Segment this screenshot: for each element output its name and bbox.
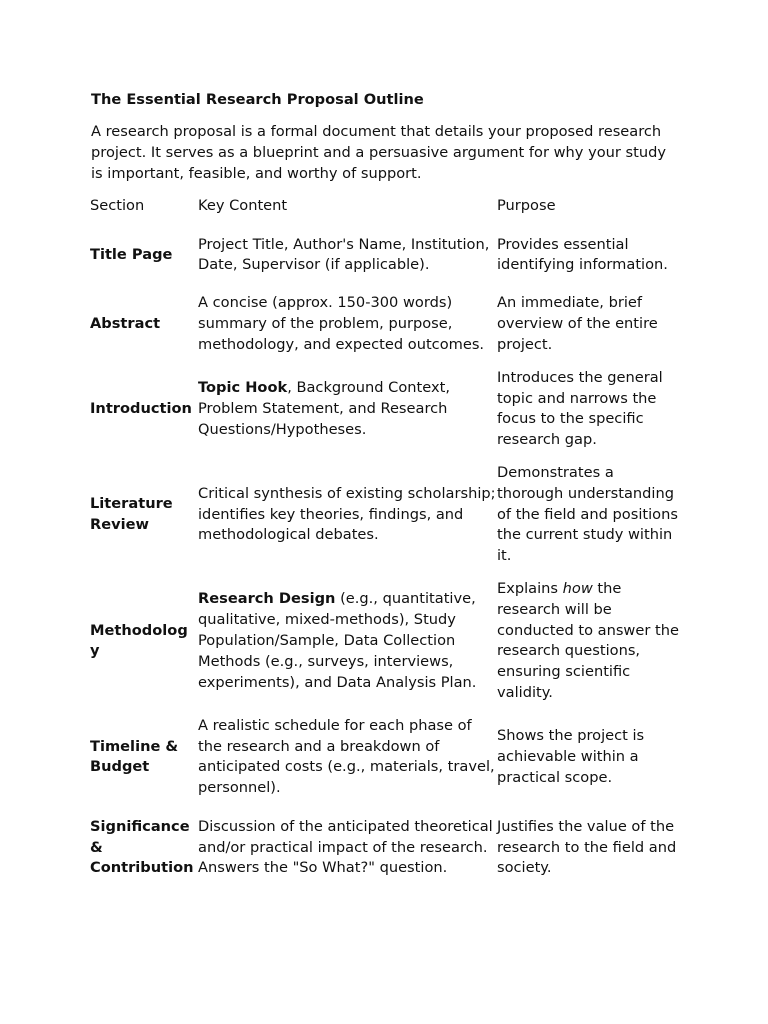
header-purpose: Purpose <box>497 197 556 215</box>
document-title: The Essential Research Proposal Outline <box>91 91 424 108</box>
key-content-text: Critical synthesis of existing scholarship; identifies key theories, findings, and methodological debates. <box>198 484 496 544</box>
table-header-row <box>90 196 682 229</box>
row-key-content <box>198 811 497 897</box>
table-row <box>90 811 682 897</box>
purpose-text-continued: the research will be conducted to answer the research questions, ensuring scientific validity. <box>497 579 679 701</box>
row-key-content <box>198 716 497 811</box>
header-key-content: Key Content <box>198 197 288 215</box>
purpose-text: Demonstrates a thorough understanding of the field and positions the current study within it. <box>497 463 678 565</box>
row-purpose <box>497 811 682 897</box>
row-purpose <box>497 579 682 716</box>
row-purpose <box>497 368 682 463</box>
row-section: Introduction <box>90 399 192 417</box>
row-key-content <box>198 293 497 367</box>
row-key-content <box>198 579 497 716</box>
row-section: Methodology <box>90 621 188 660</box>
key-content-text: A concise (approx. 150-300 words) summary of the problem, purpose, methodology, and expected outcomes. <box>198 294 485 353</box>
row-key-content <box>198 229 497 293</box>
key-content-text: (e.g., quantitative, qualitative, mixed-methods), Study Population/Sample, Data Collection Methods (e.g., surveys, interviews, experiments), and Data Analysis Plan. <box>198 590 477 691</box>
row-key-content <box>198 368 497 463</box>
outline-table <box>90 196 682 897</box>
purpose-text: An immediate, brief overview of the entire project. <box>497 294 658 353</box>
key-content-text: , Background Context, Problem Statement, and Research Questions/Hypotheses. <box>198 379 450 438</box>
table-row <box>90 293 682 367</box>
purpose-text: Justifies the value of the research to the field and society. <box>497 817 677 877</box>
purpose-text: Provides essential identifying information. <box>497 235 668 274</box>
row-key-content <box>198 463 497 579</box>
table-row <box>90 579 682 716</box>
row-section: Timeline & Budget <box>90 737 179 776</box>
purpose-text: Introduces the general topic and narrows the focus to the specific research gap. <box>497 368 663 449</box>
document-page <box>91 90 691 897</box>
row-purpose <box>497 716 682 811</box>
row-section: Title Page <box>90 245 173 263</box>
row-purpose <box>497 229 682 293</box>
key-content-text: Discussion of the anticipated theoretical and/or practical impact of the research. Answers the "So What?" question. <box>198 817 493 877</box>
key-content-emphasis: Research Design <box>198 590 336 608</box>
key-content-emphasis: Topic Hook <box>198 379 288 397</box>
purpose-emphasis: how <box>562 579 593 597</box>
purpose-text: Explains <box>497 579 563 597</box>
table-row <box>90 368 682 463</box>
row-purpose <box>497 293 682 367</box>
header-section: Section <box>90 197 145 215</box>
row-section: Abstract <box>90 315 161 333</box>
intro-paragraph: A research proposal is a formal document that details your proposed research project. It serves as a blueprint and a persuasive argument for why your study is important, feasible, and worthy of support. <box>91 123 666 182</box>
table-row <box>90 229 682 293</box>
row-section: Literature Review <box>90 495 173 533</box>
table-row <box>90 716 682 811</box>
key-content-text: A realistic schedule for each phase of the research and a breakdown of anticipated costs (e.g., materials, travel, personnel). <box>198 716 495 797</box>
table-row <box>90 463 682 579</box>
key-content-text: Project Title, Author's Name, Institution, Date, Supervisor (if applicable). <box>198 235 490 274</box>
purpose-text: Shows the project is achievable within a practical scope. <box>497 727 645 786</box>
row-section: Significance & Contribution <box>90 817 194 877</box>
row-purpose <box>497 463 682 579</box>
